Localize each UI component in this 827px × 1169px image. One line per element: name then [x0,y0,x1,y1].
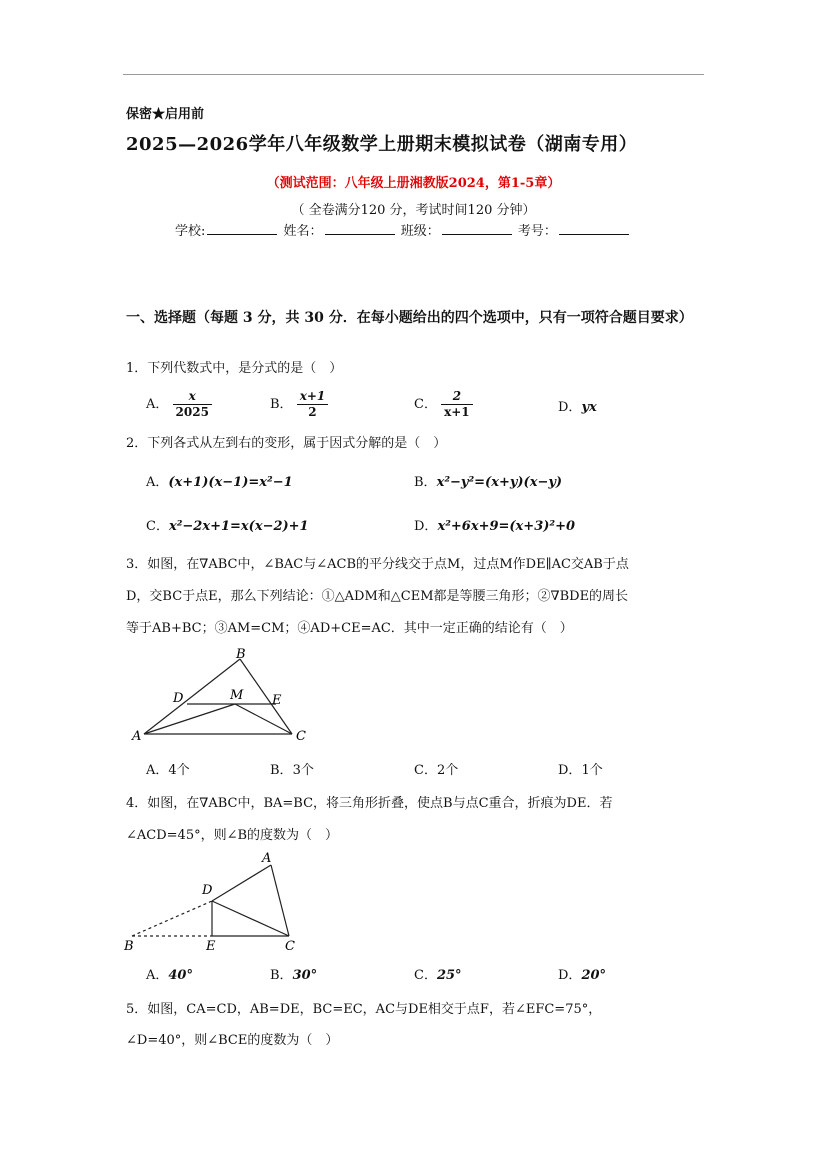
fraction: $\frac{x+1}{2}$ [297,389,329,420]
question-5-stem-line1: 5．如图，CA=CD，AB=DE，BC=EC，AC与DE相交于点F，若∠EFC=75°， [126,1002,602,1017]
q1-option-a[interactable]: A． $\frac{x}{2025}$ [146,389,212,420]
q1-option-b[interactable]: B． $\frac{x+1}{2}$ [270,389,328,420]
fold-line-BD [132,901,212,936]
question-5-stem-line2: ∠D=40°，则∠BCE的度数为（ ） [126,1033,339,1048]
student-info-line [175,220,631,239]
label-C: C [285,939,295,954]
question-2-stem: 2．下列各式从左到右的变形，属于因式分解的是（ ） [126,436,447,451]
segment-MC [235,704,292,734]
question-3-stem-line2: D，交BC于点E，那么下列结论：①△ADM和△CEM都是等腰三角形；②∇BDE的周长 [126,589,629,604]
q3-option-c[interactable]: C．2个 [414,763,459,778]
q4-option-c[interactable]: C．25° [414,968,462,983]
number-blank[interactable] [559,222,629,235]
label-C: C [296,729,306,744]
number-label: 考号： [517,224,557,239]
label-B: B [236,648,246,662]
q3-option-b[interactable]: B．3个 [270,763,314,778]
class-blank[interactable] [442,222,512,235]
section-heading: 一、选择题（每题 3 分，共 30 分．在每小题给出的四个选项中，只有一项符合题目要求） [126,310,693,326]
question-3-figure [126,648,326,748]
q3-option-d[interactable]: D．1个 [558,763,603,778]
label-D: D [202,883,213,898]
test-scope: （测试范围：八年级上册湘教版2024，第1-5章） [266,176,561,191]
segment-DC [212,901,289,936]
question-1-stem: 1．下列代数式中，是分式的是（ ） [126,361,343,376]
q4-option-d[interactable]: D．20° [558,968,607,983]
q2-option-b[interactable]: B．x²−y²=(x+y)(x−y) [414,475,563,490]
label-E: E [272,693,282,708]
q1-option-c[interactable]: C． $\frac{2}{x+1}$ [414,389,473,420]
segment-AB [144,659,240,734]
q2-option-a[interactable]: A．(x+1)(x−1)=x²−1 [146,475,293,490]
class-label: 班级： [400,224,440,239]
secrecy-tag: 保密★启用前 [126,107,205,122]
label-B: B [124,939,134,954]
name-label: 姓名： [283,224,323,239]
question-4-figure [120,846,320,956]
q4-option-a[interactable]: A．40° [146,968,193,983]
label-M: M [230,688,244,703]
q2-option-d[interactable]: D．x²+6x+9=(x+3)²+0 [414,519,576,534]
school-label: 学校: [175,224,206,239]
question-3-stem-line3: 等于AB+BC；③AM=CM；④AD+CE=AC．其中一定正确的结论有（ ） [126,621,573,636]
header-rule [123,74,704,75]
segment-BC [240,659,292,734]
fraction: $\frac{2}{x+1}$ [441,389,473,420]
q1-option-d[interactable]: D．yx [558,400,597,415]
label-E: E [206,939,216,954]
label-A: A [262,851,272,866]
segment-DA [212,865,271,901]
school-blank[interactable] [207,222,277,235]
question-3-stem-line1: 3．如图，在∇ABC中，∠BAC与∠ACB的平分线交于点M，过点M作DE∥AC交AB于点 [126,557,629,572]
label-A: A [132,729,142,744]
q4-option-b[interactable]: B．30° [270,968,318,983]
question-4-stem-line1: 4．如图，在∇ABC中，BA=BC，将三角形折叠，使点B与点C重合，折痕为DE．若 [126,796,613,811]
question-4-stem-line2: ∠ACD=45°，则∠B的度数为（ ） [126,828,339,843]
name-blank[interactable] [325,222,395,235]
segment-AC [271,865,289,936]
label-D: D [173,691,184,706]
score-note: （ 全卷满分120 分，考试时间120 分钟） [291,203,536,218]
page-title: 2025—2026学年八年级数学上册期末模拟试卷（湖南专用） [126,134,638,155]
q2-option-c[interactable]: C．x²−2x+1=x(x−2)+1 [146,519,309,534]
q3-option-a[interactable]: A．4个 [146,763,190,778]
fraction: $\frac{x}{2025}$ [173,389,212,420]
segment-AM [144,704,235,734]
